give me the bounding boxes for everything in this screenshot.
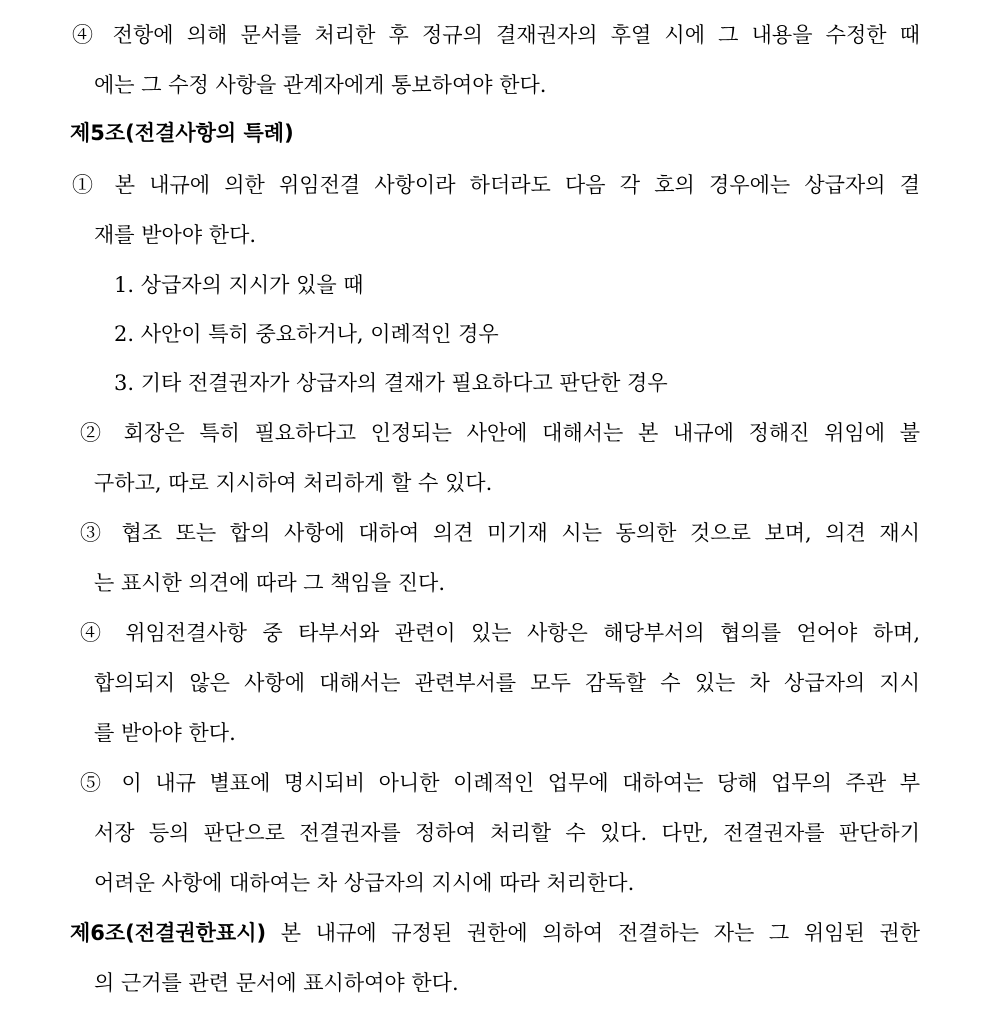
article-5-clause-5-line-3: 어려운 사항에 대하여는 차 상급자의 지시에 따라 처리한다. [94,871,635,895]
article-5-clause-4-line-2: 합의되지 않은 사항에 대해서는 관련부서를 모두 감독할 수 있는 차 상급자의 지시 [94,671,920,695]
article-5-item-2: 2. 사안이 특히 중요하거나, 이례적인 경우 [114,322,499,346]
article-5-heading: 제5조(전결사항의 특례) [70,121,294,145]
article-5-clause-2-line-2: 구하고, 따로 지시하여 처리하게 할 수 있다. [94,471,493,495]
clause-4-prev-line-2: 에는 그 수정 사항을 관계자에게 통보하여야 한다. [94,73,547,97]
clause-4-prev-line-1: ④ 전항에 의해 문서를 처리한 후 정규의 결재권자의 후열 시에 그 내용을 수정한 때 [72,23,920,47]
article-5-clause-5-line-2: 서장 등의 판단으로 전결권자를 정하여 처리할 수 있다. 다만, 전결권자를 판단하기 [94,821,920,845]
article-6-line-2: 의 근거를 관련 문서에 표시하여야 한다. [94,971,459,995]
article-5-clause-4-line-3: 를 받아야 한다. [94,721,236,745]
article-6-line-1 [70,918,920,948]
article-5-item-3: 3. 기타 전결권자가 상급자의 결재가 필요하다고 판단한 경우 [114,371,668,395]
article-5-clause-2-line-1: ② 회장은 특히 필요하다고 인정되는 사안에 대해서는 본 내규에 정해진 위임에 불 [80,421,920,445]
article-5-clause-1-line-1: ① 본 내규에 의한 위임전결 사항이라 하더라도 다음 각 호의 경우에는 상급자의 결 [72,173,920,197]
article-6-text: 본 내규에 규정된 권한에 의하여 전결하는 자는 그 위임된 권한 [280,921,920,945]
article-5-clause-1-line-2: 재를 받아야 한다. [94,223,257,247]
article-5-item-1: 1. 상급자의 지시가 있을 때 [114,273,364,297]
article-5-clause-4-line-1: ④ 위임전결사항 중 타부서와 관련이 있는 사항은 해당부서의 협의를 얻어야 하며, [80,621,920,645]
article-5-clause-5-line-1: ⑤ 이 내규 별표에 명시되비 아니한 이례적인 업무에 대하여는 당해 업무의 주관 부 [80,771,920,795]
article-5-clause-3-line-2: 는 표시한 의견에 따라 그 책임을 진다. [94,571,446,595]
article-6-heading: 제6조(전결권한표시) [70,921,267,945]
article-5-clause-3-line-1: ③ 협조 또는 합의 사항에 대하여 의견 미기재 시는 동의한 것으로 보며, 의견 재시 [80,521,920,545]
